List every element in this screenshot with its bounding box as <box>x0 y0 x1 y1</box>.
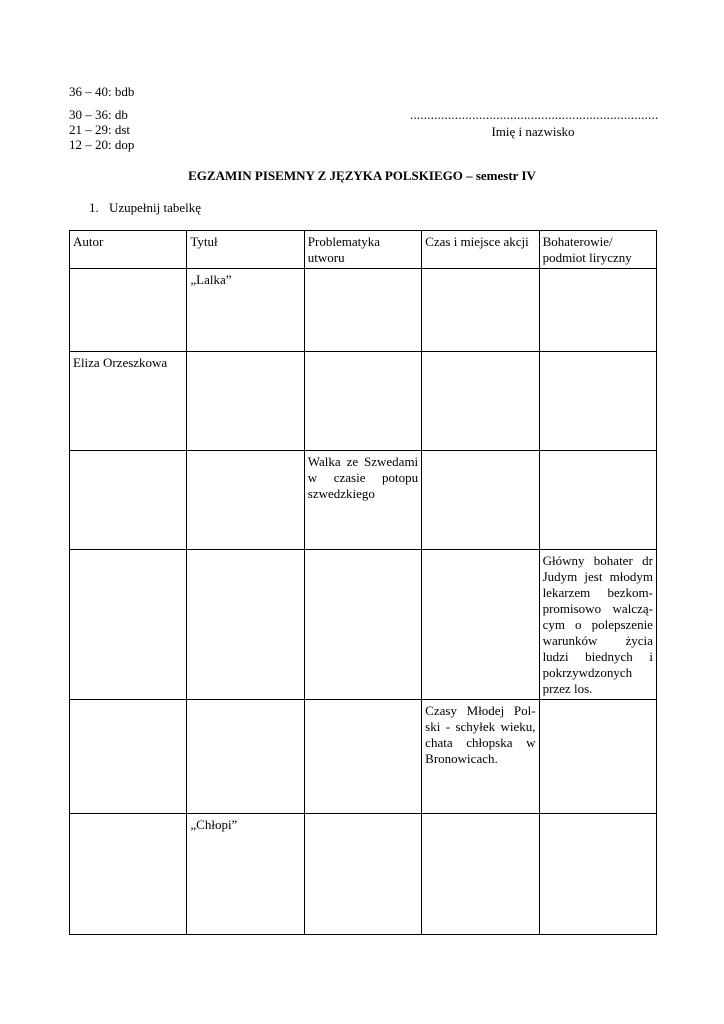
table-cell[interactable] <box>539 700 656 814</box>
grade-line: 12 – 20: dop <box>69 137 135 152</box>
table-cell[interactable] <box>422 451 539 550</box>
header-problems: Problematyka utworu <box>304 231 421 269</box>
table-cell[interactable] <box>539 814 656 935</box>
table-cell[interactable] <box>70 550 187 700</box>
table-row <box>70 269 657 352</box>
header-time-place: Czas i miejsce akcji <box>422 231 539 269</box>
grade-line: 36 – 40: bdb <box>69 84 135 99</box>
table-row <box>70 550 657 700</box>
grade-line: 30 – 36: db <box>69 107 128 122</box>
table-cell[interactable] <box>70 269 187 352</box>
table-cell[interactable] <box>187 550 304 700</box>
page-title: EGZAMIN PISEMNY Z JĘZYKA POLSKIEGO – semestr IV <box>188 168 536 183</box>
table-cell[interactable] <box>304 814 421 935</box>
header-characters: Bohaterowie/ podmiot liryczny <box>539 231 656 269</box>
table-cell[interactable]: Walka ze Szwedami w czasie potopu szwedzkiego <box>304 451 421 550</box>
table-row <box>70 814 657 935</box>
table-cell[interactable] <box>539 451 656 550</box>
signature-dotted-line[interactable]: ........................................................................ <box>410 107 659 122</box>
exam-table <box>69 230 657 935</box>
table-cell[interactable] <box>70 451 187 550</box>
table-cell[interactable]: Czasy Młodej Pol-ski - schyłek wieku, chata chłopska w Bronowicach. <box>422 700 539 814</box>
table-cell[interactable]: Główny bohater dr Judym jest młodym lekarzem bezkom-promisowo walczą-cym o polepszenie warunków życia ludzi biednych i pokrzywdzonych przez los. <box>539 550 656 700</box>
table-row <box>70 451 657 550</box>
table-cell[interactable] <box>422 269 539 352</box>
task-text: Uzupełnij tabelkę <box>109 200 202 215</box>
header-author: Autor <box>70 231 187 269</box>
table-cell[interactable] <box>304 269 421 352</box>
grade-line: 21 – 29: dst <box>69 122 131 137</box>
table-cell[interactable] <box>422 550 539 700</box>
table-cell[interactable]: „Lalka” <box>187 269 304 352</box>
table-cell[interactable] <box>422 814 539 935</box>
header-title: Tytuł <box>187 231 304 269</box>
table-cell[interactable] <box>539 269 656 352</box>
table-cell[interactable] <box>187 700 304 814</box>
signature-label: Imię i nazwisko <box>491 124 575 139</box>
table-cell[interactable] <box>70 700 187 814</box>
table-cell[interactable]: „Chłopi” <box>187 814 304 935</box>
table-row <box>70 352 657 451</box>
table-cell[interactable] <box>539 352 656 451</box>
grade-scale <box>69 84 134 152</box>
table-cell[interactable] <box>187 352 304 451</box>
name-signature-field <box>410 107 659 139</box>
table-cell[interactable] <box>187 451 304 550</box>
table-header-row <box>70 231 657 269</box>
table-cell[interactable] <box>304 700 421 814</box>
task-number: 1. <box>89 200 99 215</box>
table-cell[interactable] <box>304 550 421 700</box>
task-instruction <box>89 200 201 216</box>
table-cell[interactable]: Eliza Orzeszkowa <box>70 352 187 451</box>
table-row <box>70 700 657 814</box>
table-cell[interactable] <box>422 352 539 451</box>
table-cell[interactable] <box>304 352 421 451</box>
table-cell[interactable] <box>70 814 187 935</box>
